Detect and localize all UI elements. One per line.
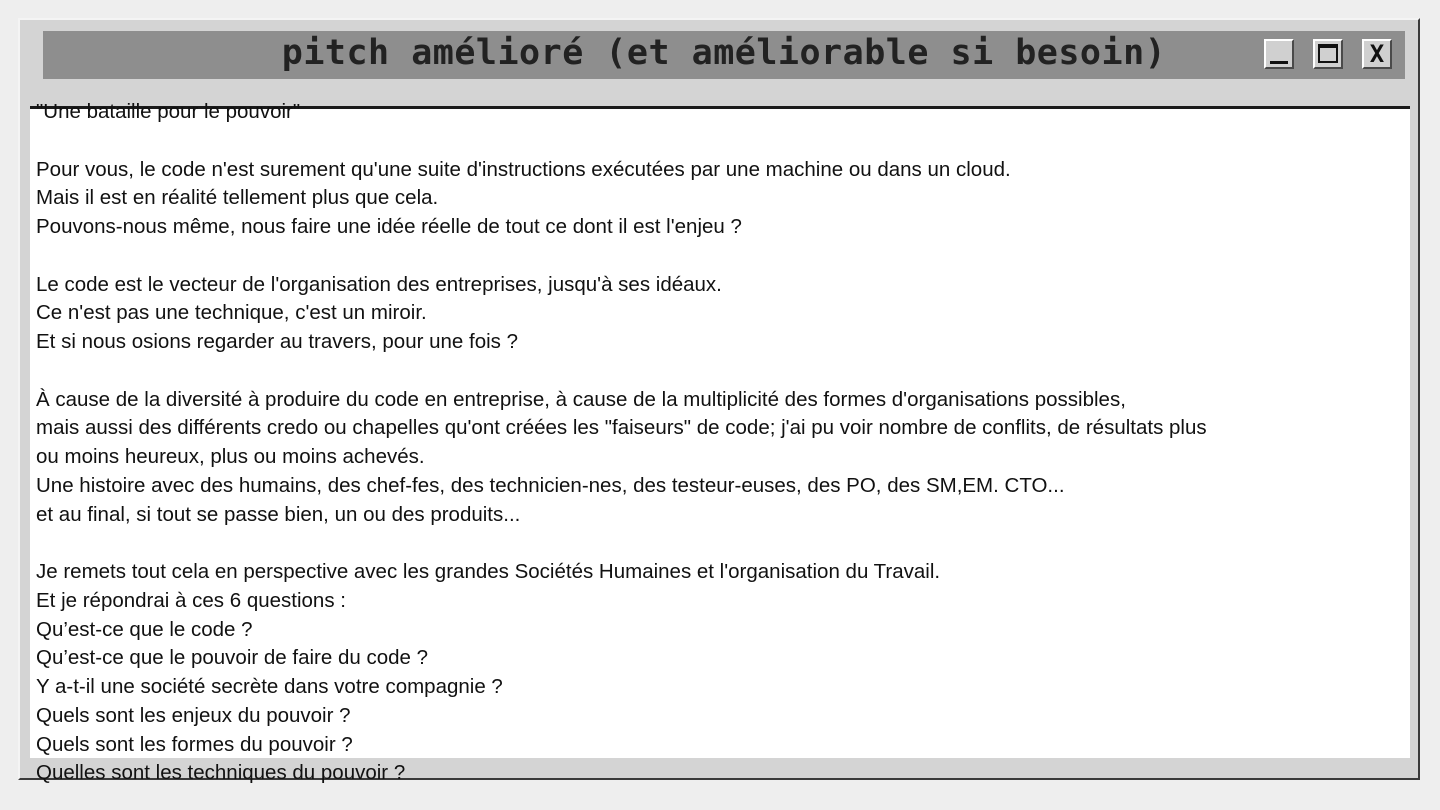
text-line: Ce n'est pas une technique, c'est un miroir. — [36, 301, 427, 325]
text-line: Quels sont les formes du pouvoir ? — [36, 732, 353, 756]
text-line: ou moins heureux, plus ou moins achevés. — [36, 445, 425, 468]
text-line: Pouvons-nous même, nous faire une idée réelle de tout ce dont il est l'enjeu ? — [36, 215, 742, 238]
blank-line — [36, 127, 1408, 156]
editor-window — [18, 18, 1420, 785]
title-bar[interactable] — [43, 31, 1405, 79]
text-line: Pour vous, le code n'est surement qu'une suite d'instructions exécutées par une machine ou dans un cloud. — [36, 157, 1011, 181]
close-icon: X — [1369, 40, 1385, 68]
text-line: Je remets tout cela en perspective avec les grandes Sociétés Humaines et l'organisation du Travail. — [36, 560, 941, 583]
minimize-button[interactable] — [1264, 39, 1294, 69]
text-line: À cause de la diversité à produire du code en entreprise, à cause de la multiplicité des formes d'organisations possibles, — [36, 387, 1126, 411]
maximize-button[interactable] — [1313, 39, 1343, 69]
text-line: Et je répondrai à ces 6 questions : — [36, 588, 346, 612]
text-line: Et si nous osions regarder au travers, pour une fois ? — [36, 330, 519, 353]
minimize-icon — [1270, 61, 1288, 64]
text-line: Quels sont les enjeux du pouvoir ? — [36, 703, 351, 727]
text-line: et au final, si tout se passe bien, un ou des produits... — [36, 502, 521, 526]
text-line: Mais il est en réalité tellement plus que cela. — [36, 186, 439, 210]
maximize-icon — [1318, 44, 1338, 63]
close-button[interactable] — [1362, 39, 1392, 69]
text-line: Y a-t-il une société secrète dans votre compagnie ? — [36, 675, 503, 698]
blank-line — [36, 357, 1408, 386]
text-line: Qu’est-ce que le code ? — [36, 617, 253, 641]
text-content — [36, 98, 1408, 788]
text-line: "Une bataille pour le pouvoir" — [36, 100, 301, 123]
text-line: Une histoire avec des humains, des chef-fes, des technicien-nes, des testeur-euses, des PO, des SM,EM. CTO... — [36, 473, 1065, 497]
blank-line — [36, 242, 1408, 271]
text-line: Le code est le vecteur de l'organisation des entreprises, jusqu'à ses idéaux. — [36, 272, 722, 296]
text-line: mais aussi des différents credo ou chapelles qu'ont créées les "faiseurs" de code; j'ai pu voir nombre de conflits, de résultats plus — [36, 416, 1207, 440]
text-line: Qu’est-ce que le pouvoir de faire du code ? — [36, 646, 429, 670]
window-title: pitch amélioré (et améliorable si besoin) — [281, 33, 1167, 73]
text-line: Quelles sont les techniques du pouvoir ? — [36, 761, 406, 785]
blank-line — [36, 529, 1408, 558]
text-area[interactable] — [30, 100, 1410, 785]
